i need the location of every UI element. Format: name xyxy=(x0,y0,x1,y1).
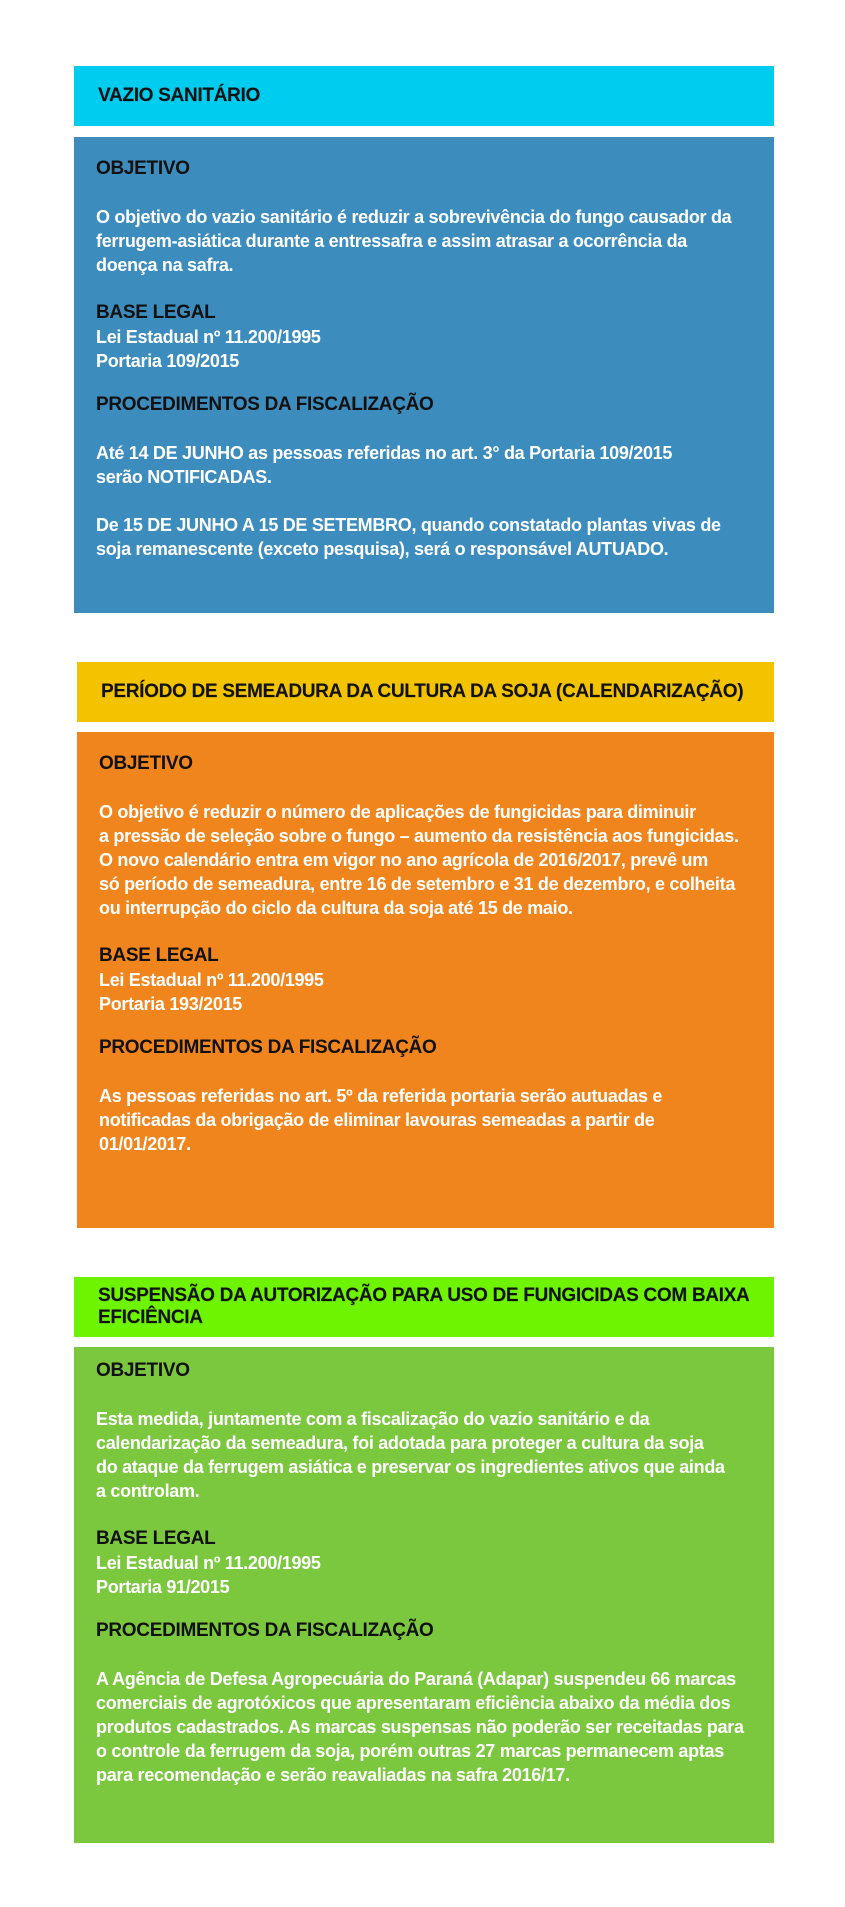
section-header-periodo-semeadura xyxy=(77,662,774,722)
section-body-vazio-sanitario xyxy=(74,137,774,613)
procedures-line: comerciais de agrotóxicos que apresentaram eficiência abaixo da média dos xyxy=(96,1693,731,1713)
objective-heading: OBJETIVO xyxy=(96,158,190,179)
procedures-line: A Agência de Defesa Agropecuária do Paraná (Adapar) suspendeu 66 marcas xyxy=(96,1669,736,1689)
objective-line: calendarização da semeadura, foi adotada para proteger a cultura da soja xyxy=(96,1433,704,1453)
procedures-line: Até 14 DE JUNHO as pessoas referidas no art. 3° da Portaria 109/2015 xyxy=(96,443,673,463)
section-title: SUSPENSÃO DA AUTORIZAÇÃO PARA USO DE FUNGICIDAS COM BAIXA EFICIÊNCIA xyxy=(98,1285,749,1328)
section-body-periodo-semeadura xyxy=(77,732,774,1228)
procedures-line: o controle da ferrugem da soja, porém outras 27 marcas permanecem aptas xyxy=(96,1741,724,1761)
legal-heading: BASE LEGAL xyxy=(96,1528,216,1549)
objective-line: O objetivo é reduzir o número de aplicações de fungicidas para diminuir xyxy=(99,802,696,822)
legal-heading: BASE LEGAL xyxy=(96,302,216,323)
legal-line: Portaria 91/2015 xyxy=(96,1577,230,1597)
section-title: PERÍODO DE SEMEADURA DA CULTURA DA SOJA (CALENDARIZAÇÃO) xyxy=(101,681,744,702)
section-title: VAZIO SANITÁRIO xyxy=(98,85,260,106)
objective-line: ou interrupção do ciclo da cultura da soja até 15 de maio. xyxy=(99,898,573,918)
procedures-line: 01/01/2017. xyxy=(99,1134,191,1154)
legal-line: Portaria 193/2015 xyxy=(99,994,243,1014)
objective-line: do ataque da ferrugem asiática e preservar os ingredientes ativos que ainda xyxy=(96,1457,725,1477)
legal-line: Lei Estadual nº 11.200/1995 xyxy=(99,970,324,990)
section-header-vazio-sanitario xyxy=(74,66,774,126)
objective-line: ferrugem-asiática durante a entressafra e assim atrasar a ocorrência da xyxy=(96,231,687,251)
objective-line: doença na safra. xyxy=(96,255,234,275)
objective-heading: OBJETIVO xyxy=(96,1360,190,1381)
procedures-heading: PROCEDIMENTOS DA FISCALIZAÇÃO xyxy=(99,1037,437,1058)
procedures-line: soja remanescente (exceto pesquisa), será o responsável AUTUADO. xyxy=(96,539,669,559)
procedures-line: serão NOTIFICADAS. xyxy=(96,467,272,487)
procedures-line: notificadas da obrigação de eliminar lavouras semeadas a partir de xyxy=(99,1110,655,1130)
legal-line: Lei Estadual nº 11.200/1995 xyxy=(96,1553,321,1573)
legal-heading: BASE LEGAL xyxy=(99,945,219,966)
procedures-line: para recomendação e serão reavaliadas na safra 2016/17. xyxy=(96,1765,570,1785)
objective-line: O objetivo do vazio sanitário é reduzir a sobrevivência do fungo causador da xyxy=(96,207,732,227)
procedures-heading: PROCEDIMENTOS DA FISCALIZAÇÃO xyxy=(96,1620,434,1641)
legal-line: Lei Estadual nº 11.200/1995 xyxy=(96,327,321,347)
legal-line: Portaria 109/2015 xyxy=(96,351,240,371)
objective-line: O novo calendário entra em vigor no ano agrícola de 2016/2017, prevê um xyxy=(99,850,708,870)
procedures-line: De 15 DE JUNHO A 15 DE SETEMBRO, quando constatado plantas vivas de xyxy=(96,515,721,535)
procedures-line: produtos cadastrados. As marcas suspensas não poderão ser receitadas para xyxy=(96,1717,744,1737)
objective-line: a pressão de seleção sobre o fungo – aumento da resistência aos fungicidas. xyxy=(99,826,739,846)
objective-line: Esta medida, juntamente com a fiscalização do vazio sanitário e da xyxy=(96,1409,650,1429)
section-header-suspensao-autorizacao xyxy=(74,1277,774,1337)
objective-line: só período de semeadura, entre 16 de setembro e 31 de dezembro, e colheita xyxy=(99,874,736,894)
objective-heading: OBJETIVO xyxy=(99,753,193,774)
procedures-line: As pessoas referidas no art. 5º da referida portaria serão autuadas e xyxy=(99,1086,663,1106)
procedures-heading: PROCEDIMENTOS DA FISCALIZAÇÃO xyxy=(96,394,434,415)
section-body-suspensao-autorizacao xyxy=(74,1347,774,1843)
objective-line: a controlam. xyxy=(96,1481,200,1501)
